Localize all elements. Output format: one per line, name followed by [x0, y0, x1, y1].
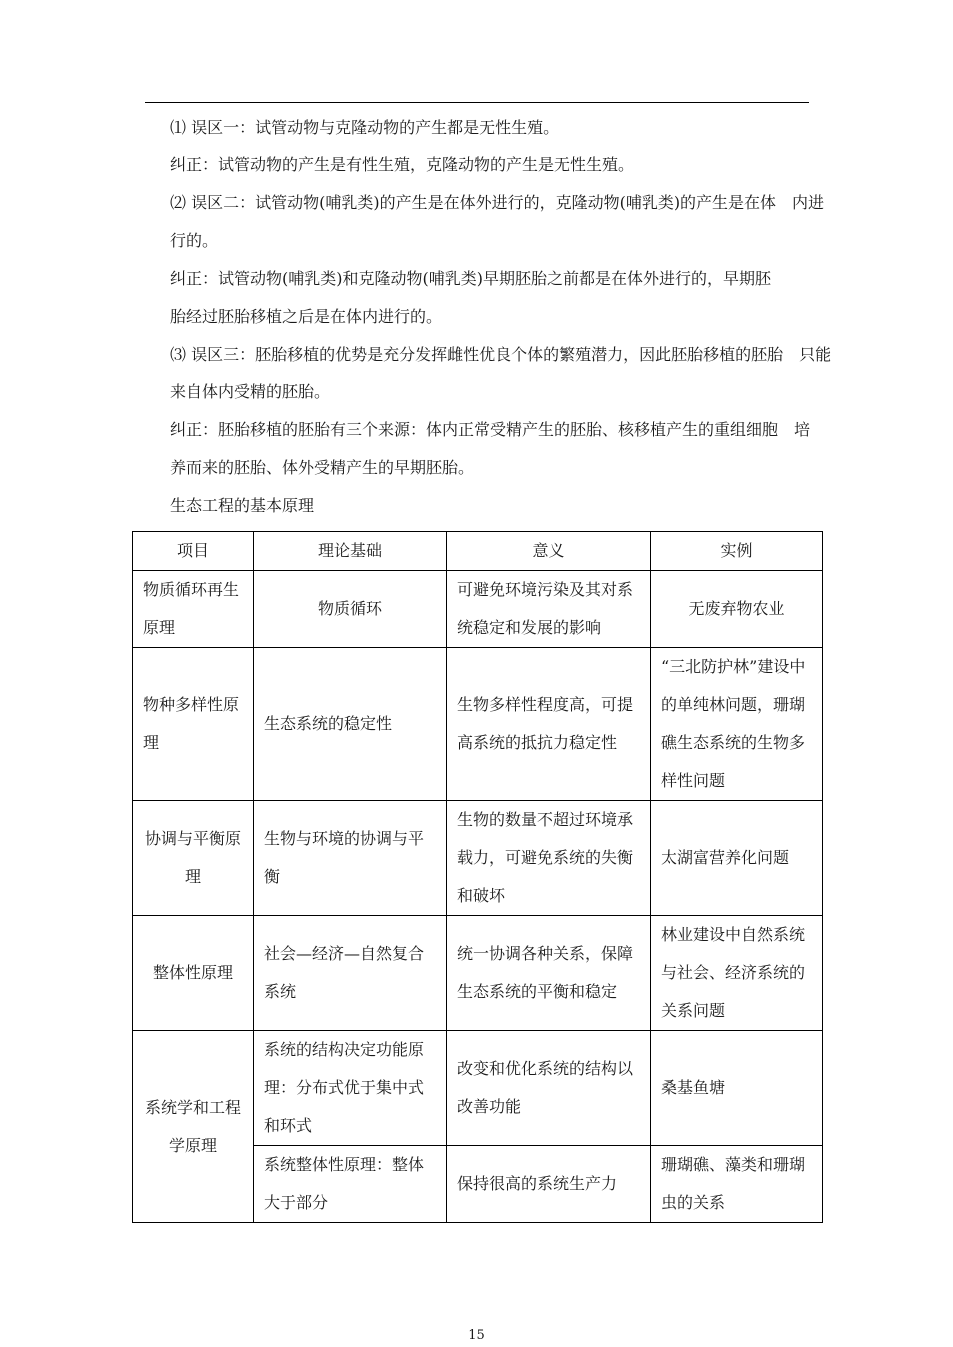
cell-basis: 系统整体性原理：整体大于部分 — [254, 1146, 447, 1223]
paragraph-correction-2-cont: 胎经过胚胎移植之后是在体内进行的。 — [170, 307, 443, 326]
cell-meaning: 生物多样性程度高，可提高系统的抵抗力稳定性 — [447, 648, 651, 801]
cell-meaning: 可避免环境污染及其对系统稳定和发展的影响 — [447, 571, 651, 648]
cell-meaning: 保持很高的系统生产力 — [447, 1146, 651, 1223]
table-title: 生态工程的基本原理 — [170, 496, 315, 515]
cell-example: 无废弃物农业 — [651, 571, 823, 648]
table-header-row — [133, 532, 823, 571]
header-rule — [145, 102, 809, 103]
cell-example: 珊瑚礁、藻类和珊瑚虫的关系 — [651, 1146, 823, 1223]
cell-example: “三北防护林”建设中的单纯林问题，珊瑚礁生态系统的生物多样性问题 — [651, 648, 823, 801]
header-basis: 理论基础 — [254, 532, 447, 571]
cell-item: 物种多样性原理 — [133, 648, 254, 801]
table-row — [133, 571, 823, 648]
cell-example: 林业建设中自然系统与社会、经济系统的关系问题 — [651, 916, 823, 1031]
table-row — [133, 1031, 823, 1146]
header-meaning: 意义 — [447, 532, 651, 571]
page-number: 15 — [468, 1328, 485, 1343]
paragraph-correction-1: 纠正：试管动物的产生是有性生殖，克隆动物的产生是无性生殖。 — [170, 155, 635, 174]
header-example: 实例 — [651, 532, 823, 571]
paragraph-misconception-2: ⑵ 误区二：试管动物(哺乳类)的产生是在体外进行的，克隆动物(哺乳类)的产生是在体 内进 — [170, 193, 825, 212]
table-row — [133, 801, 823, 916]
table-row — [133, 648, 823, 801]
cell-basis: 物质循环 — [254, 571, 447, 648]
cell-meaning: 统一协调各种关系，保障生态系统的平衡和稳定 — [447, 916, 651, 1031]
cell-basis: 社会—经济—自然复合系统 — [254, 916, 447, 1031]
paragraph-correction-3-cont: 养而来的胚胎、体外受精产生的早期胚胎。 — [170, 458, 475, 477]
paragraph-correction-2: 纠正：试管动物(哺乳类)和克隆动物(哺乳类)早期胚胎之前都是在体外进行的，早期胚 — [170, 269, 771, 288]
cell-example: 太湖富营养化问题 — [651, 801, 823, 916]
paragraph-misconception-3: ⑶ 误区三：胚胎移植的优势是充分发挥雌性优良个体的繁殖潜力，因此胚胎移植的胚胎 只能 — [170, 345, 832, 364]
cell-basis: 系统的结构决定功能原理：分布式优于集中式和环式 — [254, 1031, 447, 1146]
header-item: 项目 — [133, 532, 254, 571]
cell-basis: 生物与环境的协调与平衡 — [254, 801, 447, 916]
cell-item: 系统学和工程学原理 — [133, 1031, 254, 1223]
ecology-principles-table — [132, 531, 823, 1223]
cell-meaning: 生物的数量不超过环境承载力，可避免系统的失衡和破坏 — [447, 801, 651, 916]
cell-example: 桑基鱼塘 — [651, 1031, 823, 1146]
paragraph-misconception-2-cont: 行的。 — [170, 231, 219, 250]
cell-item: 物质循环再生原理 — [133, 571, 254, 648]
table-row — [133, 916, 823, 1031]
paragraph-correction-3: 纠正：胚胎移植的胚胎有三个来源：体内正常受精产生的胚胎、核移植产生的重组细胞 培 — [170, 420, 811, 439]
paragraph-misconception-1: ⑴ 误区一：试管动物与克隆动物的产生都是无性生殖。 — [170, 118, 560, 137]
cell-meaning: 改变和优化系统的结构以改善功能 — [447, 1031, 651, 1146]
cell-basis: 生态系统的稳定性 — [254, 648, 447, 801]
paragraph-misconception-3-cont: 来自体内受精的胚胎。 — [170, 382, 331, 401]
cell-item: 整体性原理 — [133, 916, 254, 1031]
cell-item: 协调与平衡原理 — [133, 801, 254, 916]
